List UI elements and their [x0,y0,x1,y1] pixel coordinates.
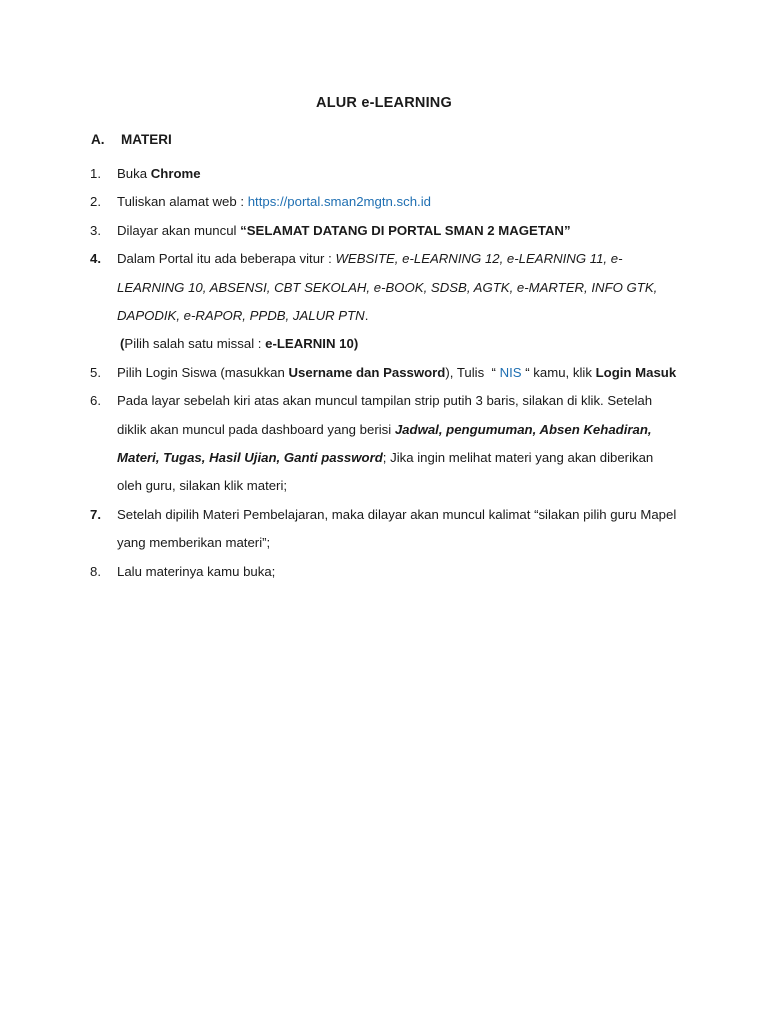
section-letter: A. [91,132,105,147]
note-paren: ( [120,336,125,352]
document-title: ALUR e-LEARNING [316,95,452,111]
note-paren: ) [353,336,359,352]
step-bold-text: “SELAMAT DATANG DI PORTAL SMAN 2 MAGETAN” [240,222,571,238]
step-text: Tuliskan alamat web : [117,194,248,210]
list-item [90,558,680,586]
step-text: Dalam Portal itu ada beberapa vitur : [117,251,336,267]
step-number: 5. [90,364,101,380]
step-number: 8. [90,563,101,579]
note-text: Pilih salah satu missal : [124,336,266,352]
step-number: 7. [90,506,101,522]
step-text: . [364,308,369,324]
list-item [90,359,680,387]
nis-text: NIS [499,364,522,380]
dashboard-menu-text: Jadwal, pengumuman, Absen Kehadiran, Materi, Tugas, Hasil Ujian, Ganti password [117,421,652,466]
list-item [90,188,680,216]
step-text: Buka [117,166,151,181]
list-item [90,387,680,501]
step-text: Pilih Login Siswa (masukkan [117,364,289,380]
step-number: 1. [90,166,101,181]
portal-url-link[interactable]: https://portal.sman2mgtn.sch.id [247,194,431,210]
step-text: ; Jika ingin melihat materi yang akan diberikan oleh guru, silakan klik materi; [117,450,654,494]
step-text: “ kamu, klik [521,364,596,380]
step-text: Setelah dipilih Materi Pembelajaran, maka dilayar akan muncul kalimat “silakan pilih guru Mapel yang memberikan materi”; [117,506,677,551]
note-bold-text: e-LEARNIN 10 [265,336,354,352]
step-number: 2. [90,194,101,210]
step-number: 3. [90,222,101,238]
step-bold-text: Username dan Password [288,364,446,380]
step-text: ), Tulis “ [445,364,500,380]
step-text: Dilayar akan muncul [117,222,241,238]
step-text: Lalu materinya kamu buka; [117,563,276,579]
step-text: Pada layar sebelah kiri atas akan muncul tampilan strip putih 3 baris, silakan di klik. Setelah diklik akan muncul pada dashboard yang berisi [117,393,653,437]
step-bold-text: Login Masuk [595,364,677,380]
list-item [90,160,680,188]
list-item [90,245,680,359]
step-number: 4. [90,251,101,267]
section-heading [91,132,172,147]
step-bold-text: Chrome [150,166,201,181]
features-list-text: WEBSITE, e-LEARNING 12, e-LEARNING 11, e-LEARNING 10, ABSENSI, CBT SEKOLAH, e-BOOK, SDSB, AGTK, e-MARTER, INFO GTK, DAPODIK, e-RAPOR, PPDB, JALUR PTN [117,251,658,324]
section-label: MATERI [121,132,172,147]
list-item [90,217,680,245]
list-item [90,501,680,558]
step-number: 6. [90,393,101,409]
steps-list [90,160,680,586]
